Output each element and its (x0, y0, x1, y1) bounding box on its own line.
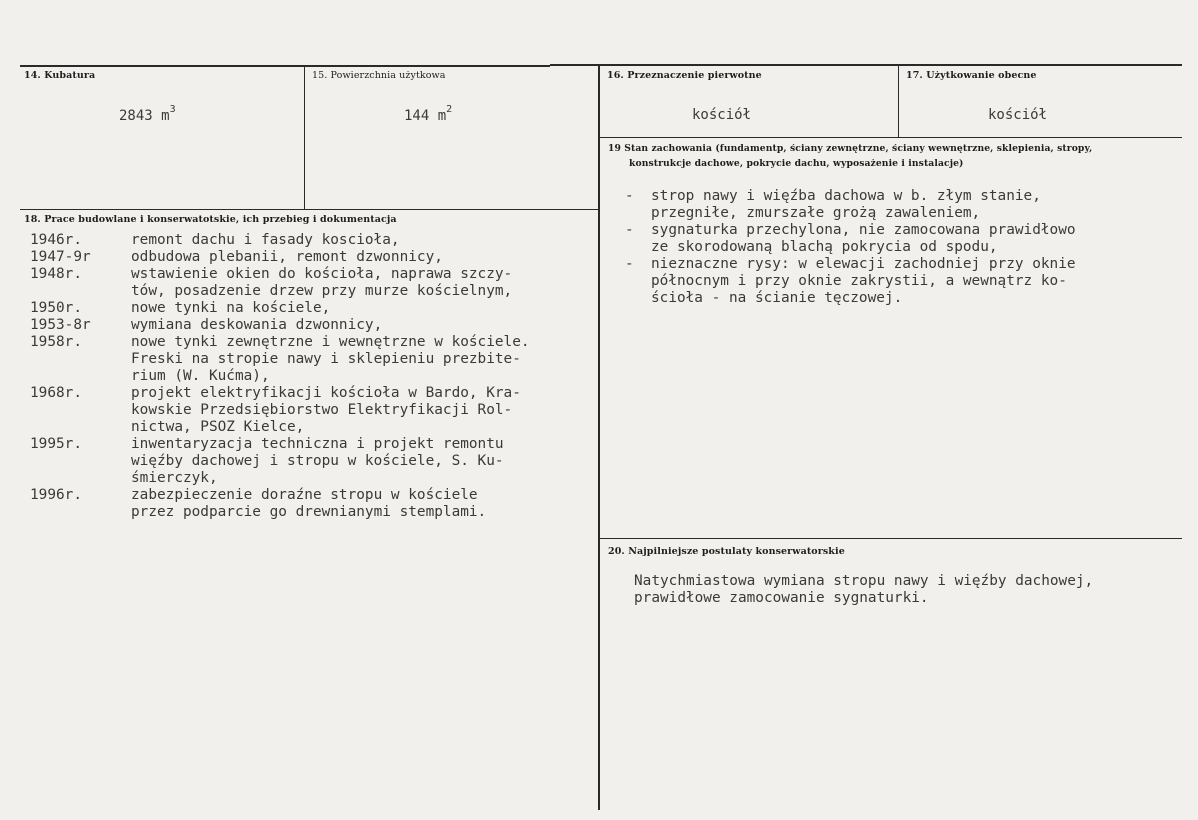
stan-label-line2: konstrukcje dachowe, pokrycie dachu, wyposażenie i instalacje) (629, 158, 964, 169)
kubatura-number: 2843 m (119, 108, 170, 124)
stan-line: północnym i przy oknie zakrystii, a wewnątrz ko- (625, 273, 1067, 289)
entry-text: wymiana deskowania dzwonnicy, (131, 317, 383, 333)
entry-text: Freski na stropie nawy i sklepieniu prezbite- (131, 351, 521, 367)
entry-text: rium (W. Kućma), (131, 368, 270, 384)
kubatura-value (119, 104, 176, 124)
entry-year: 1995r. (30, 436, 82, 452)
entry-text: projekt elektryfikacji kościoła w Bardo, Kra- (131, 385, 521, 401)
powierzchnia-value (404, 104, 452, 124)
entry-text: przez podparcie go drewnianymi stemplami. (131, 504, 487, 520)
top-rule-right (550, 64, 1182, 66)
przeznaczenie-value: kościół (692, 107, 752, 123)
stan-line: - nieznaczne rysy: w elewacji zachodniej przy oknie (625, 256, 1076, 272)
entry-text: wstawienie okien do kościoła, naprawa szczy- (131, 266, 513, 282)
top-rule-left (20, 65, 550, 67)
entry-year: 1947-9r (30, 249, 91, 265)
rule-under-16-17 (599, 137, 1182, 138)
postulaty-line: prawidłowe zamocowanie sygnaturki. (634, 590, 929, 606)
stan-line: - strop nawy i więźba dachowa w b. złym stanie, (625, 188, 1041, 204)
stan-line: ścioła - na ścianie tęczowej. (625, 290, 903, 306)
entry-year: 1958r. (30, 334, 82, 350)
kubatura-exponent: 3 (169, 104, 176, 115)
stan-line: przegniłe, zmurszałe grożą zawaleniem, (625, 205, 981, 221)
postulaty-list (634, 573, 1184, 613)
powierzchnia-exponent: 2 (446, 104, 453, 115)
postulaty-line: Natychmiastowa wymiana stropu nawy i więźby dachowej, (634, 573, 1094, 589)
stan-list (625, 188, 1185, 318)
entry-text: remont dachu i fasady koscioła, (131, 232, 400, 248)
uzytkowanie-label: 17. Użytkowanie obecne (906, 70, 1037, 81)
entry-year: 1950r. (30, 300, 82, 316)
entry-year: 1968r. (30, 385, 82, 401)
stan-line: - sygnaturka przechylona, nie zamocowana prawidłowo (625, 222, 1076, 238)
divider-main (598, 65, 600, 810)
entry-text: nictwa, PSOZ Kielce, (131, 419, 305, 435)
entry-text: więźby dachowej i stropu w kościele, S. Ku- (131, 453, 504, 469)
prace-list (0, 232, 598, 532)
entry-text: odbudowa plebanii, remont dzwonnicy, (131, 249, 443, 265)
entry-year: 1948r. (30, 266, 82, 282)
powierzchnia-label: 15. Powierzchnia użytkowa (312, 70, 446, 81)
entry-year: 1996r. (30, 487, 82, 503)
entry-text: inwentaryzacja techniczna i projekt remontu (131, 436, 504, 452)
entry-text: zabezpieczenie doraźne stropu w kościele (131, 487, 478, 503)
entry-year: 1953-8r (30, 317, 91, 333)
entry-text: śmierczyk, (131, 470, 218, 486)
entry-text: tów, posadzenie drzew przy murze kościelnym, (131, 283, 513, 299)
uzytkowanie-value: kościół (988, 107, 1048, 123)
stan-label-line1: 19 Stan zachowania (fundamentp, ściany zewnętrzne, ściany wewnętrzne, sklepienia, stropy, (608, 143, 1093, 154)
divider-14-15 (304, 66, 305, 210)
kubatura-label: 14. Kubatura (24, 70, 96, 81)
postulaty-label: 20. Najpilniejsze postulaty konserwatorskie (608, 546, 845, 557)
przeznaczenie-label: 16. Przeznaczenie pierwotne (607, 70, 762, 81)
entry-text: kowskie Przedsiębiorstwo Elektryfikacji Rol- (131, 402, 513, 418)
stan-line: ze skorodowaną blachą pokrycia od spodu, (625, 239, 998, 255)
entry-year: 1946r. (30, 232, 82, 248)
entry-text: nowe tynki na kościele, (131, 300, 331, 316)
prace-label: 18. Prace budowlane i konserwatotskie, ich przebieg i dokumentacja (24, 214, 397, 225)
rule-under-14-15 (20, 209, 599, 210)
rule-above-20 (599, 538, 1182, 539)
powierzchnia-number: 144 m (404, 108, 447, 124)
divider-16-17 (898, 65, 899, 137)
entry-text: nowe tynki zewnętrzne i wewnętrzne w kościele. (131, 334, 530, 350)
